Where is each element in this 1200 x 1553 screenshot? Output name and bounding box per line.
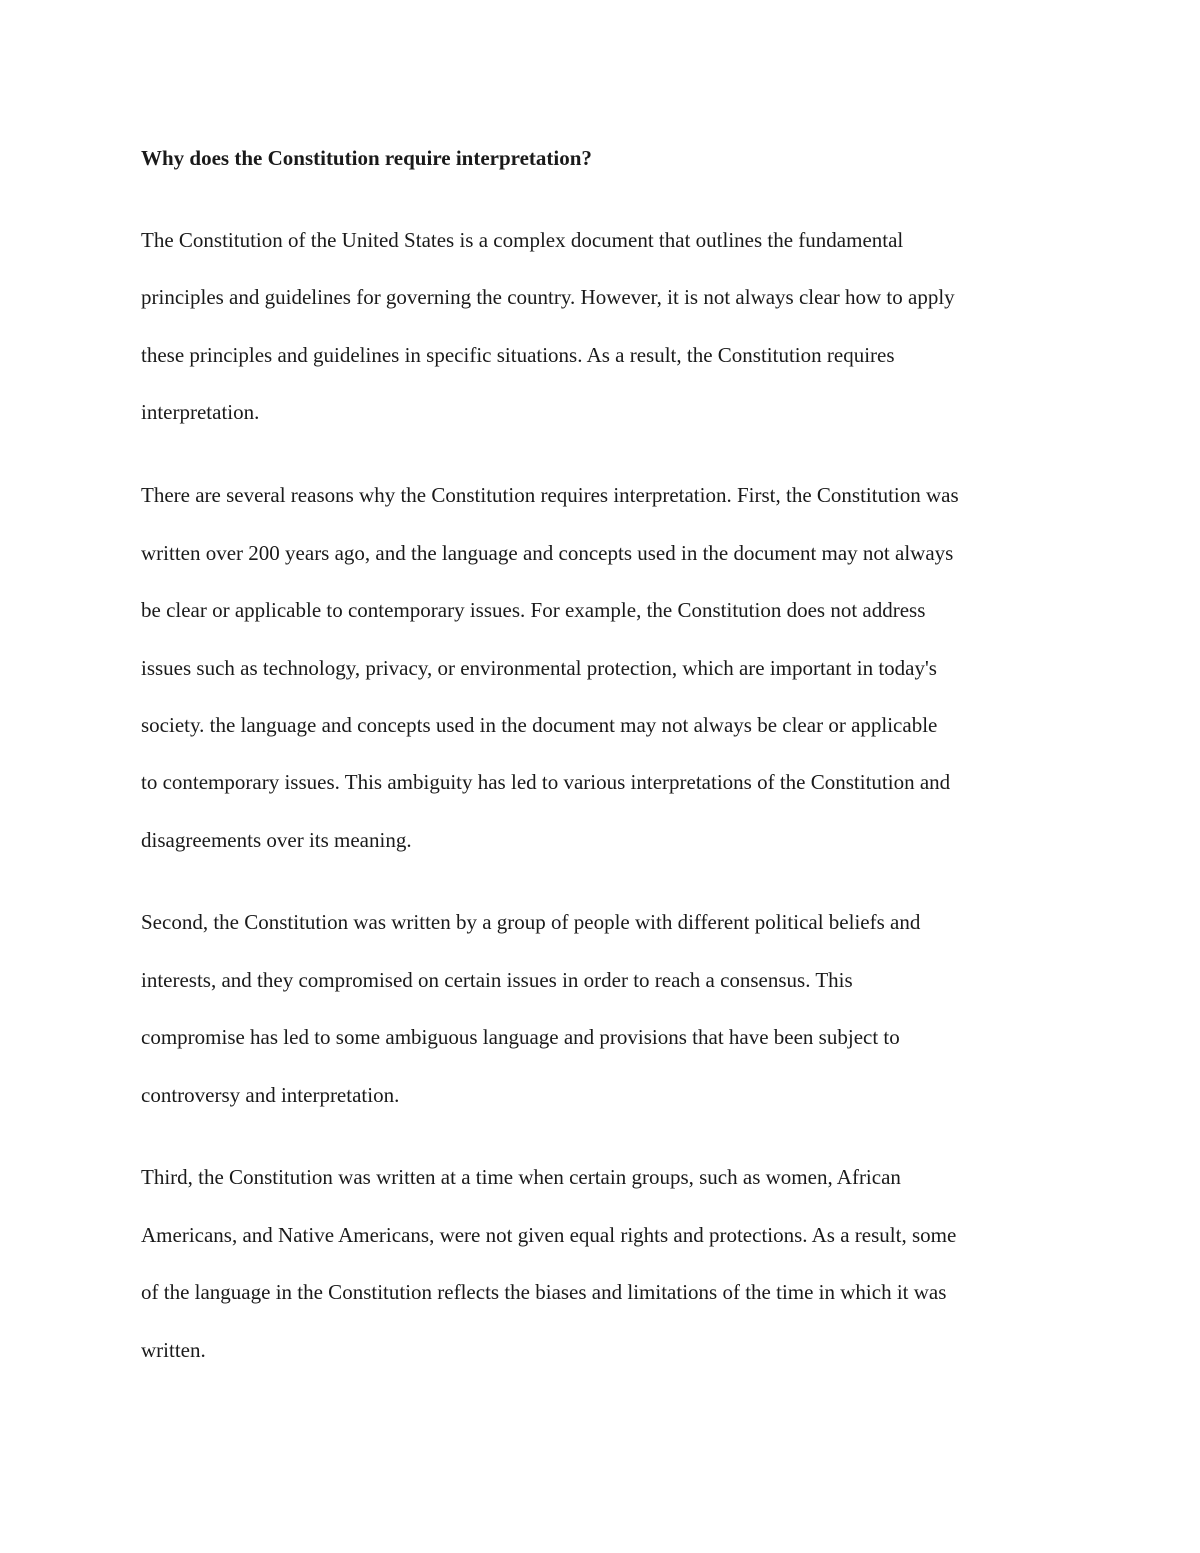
document-heading: Why does the Constitution require interpretation? [141,146,592,170]
paragraph-line: these principles and guidelines in specific situations. As a result, the Constitution requires [141,343,895,367]
paragraph-line: disagreements over its meaning. [141,828,412,852]
paragraph-line: of the language in the Constitution reflects the biases and limitations of the time in which it was [141,1280,947,1304]
paragraph-line: There are several reasons why the Constitution requires interpretation. First, the Constitution was [141,483,959,507]
paragraph-line: Americans, and Native Americans, were not given equal rights and protections. As a result, some [141,1223,957,1247]
paragraph-line: compromise has led to some ambiguous language and provisions that have been subject to [141,1025,900,1049]
paragraph-line: issues such as technology, privacy, or environmental protection, which are important in today's [141,656,937,680]
paragraph-line: written. [141,1338,206,1362]
paragraph-line: The Constitution of the United States is a complex document that outlines the fundamental [141,228,904,252]
paragraph-line: be clear or applicable to contemporary issues. For example, the Constitution does not address [141,598,926,622]
paragraph-line: Second, the Constitution was written by a group of people with different political beliefs and [141,910,921,934]
paragraph-line: society. the language and concepts used in the document may not always be clear or applicable [141,713,938,737]
paragraph-line: controversy and interpretation. [141,1083,400,1107]
paragraph-line: Third, the Constitution was written at a time when certain groups, such as women, African [141,1165,901,1189]
paragraph-line: principles and guidelines for governing the country. However, it is not always clear how to apply [141,285,955,309]
paragraph-line: interpretation. [141,400,260,424]
paragraph-line: written over 200 years ago, and the language and concepts used in the document may not always [141,541,954,565]
paragraph-line: interests, and they compromised on certain issues in order to reach a consensus. This [141,968,853,992]
paragraph-line: to contemporary issues. This ambiguity has led to various interpretations of the Constitution and [141,770,951,794]
